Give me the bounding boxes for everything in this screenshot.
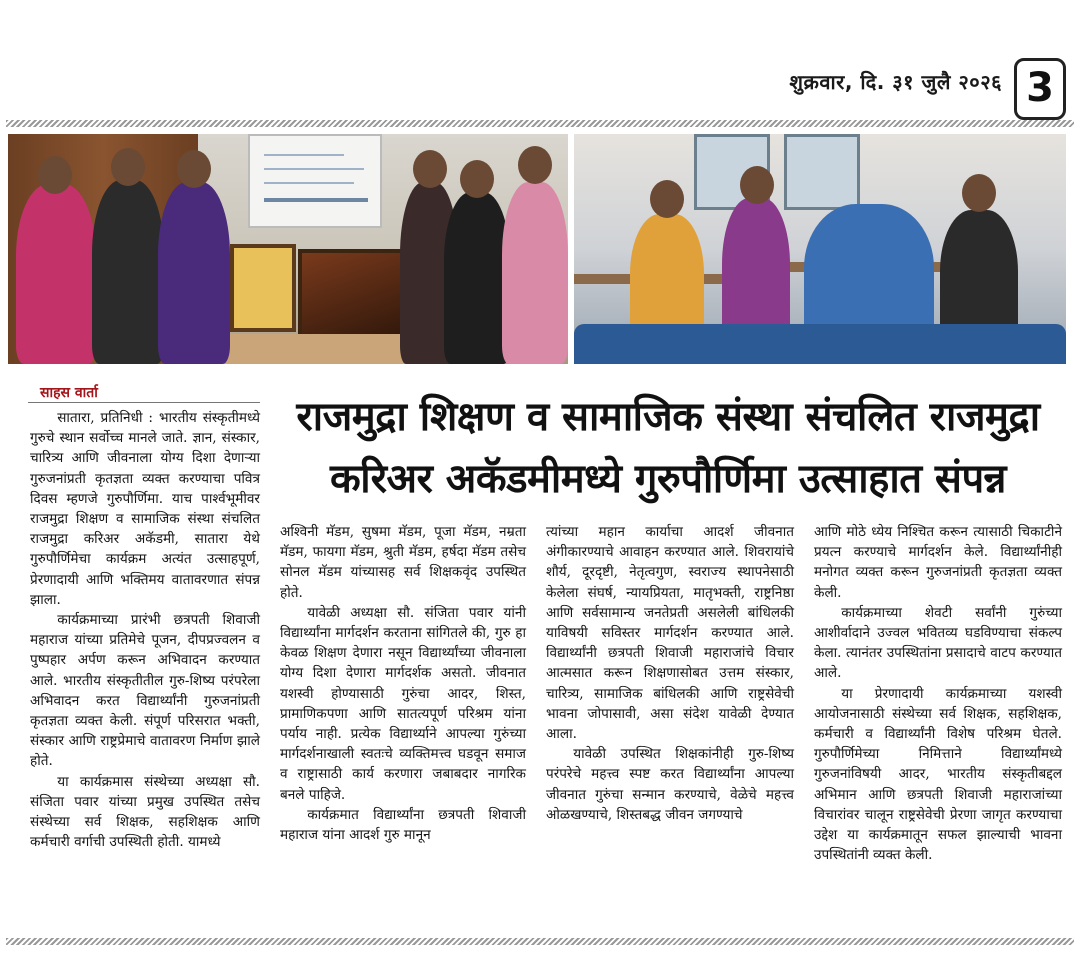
bottom-divider — [6, 938, 1074, 945]
person-5 — [444, 192, 510, 364]
byline: साहस वार्ता — [40, 385, 98, 401]
paragraph: कार्यक्रमात विद्यार्थ्यांना छत्रपती शिवाजी महाराज यांना आदर्श गुरु मानून — [280, 806, 526, 844]
portrait-frame-goddess — [230, 244, 296, 332]
person-6 — [502, 182, 568, 364]
person-1 — [16, 184, 96, 364]
paragraph: यावेळी अध्यक्षा सौ. संजिता पवार यांनी विद्यार्थ्यांना मार्गदर्शन करताना सांगितले की, गुरु हा केवळ शिक्षण देणारा नसून विद्यार्थ्यांच्या जीवनाला योग्य दिशा देणारा मार्गदर्शक असतो. जीवनात यशस्वी होण्यासाठी गुरुंचा आदर, शिस्त, प्रामाणिकपणा आणि सातत्यपूर्ण परिश्रम यांना पर्याय नाही. प्रत्येक विद्यार्थ्याने आपल्या गुरुंच्या मार्गदर्शनाखाली स्वतःचे व्यक्तिमत्त्व घडवून समाज व राष्ट्रासाठी कार्य करणारा जबाबदार नागरिक बनले पाहिजे. — [280, 604, 526, 803]
article-column-3 — [546, 522, 794, 825]
byline-rule — [28, 402, 260, 403]
paragraph: कार्यक्रमाच्या शेवटी सर्वांनी गुरुंच्या आशीर्वादाने उज्वल भवितव्य घडविण्याचा संकल्प केला. त्यानंतर उपस्थितांना प्रसादाचे वाटप करण्यात आले. — [814, 604, 1062, 682]
classroom-photo — [574, 134, 1066, 364]
paragraph: त्यांच्या महान कार्याचा आदर्श जीवनात अंगीकारण्याचे आवाहन करण्यात आले. शिवरायांचे शौर्य, दूरदृष्टी, नेतृत्वगुण, स्वराज्य स्थापनेसाठी केलेला संघर्ष, न्यायप्रियता, मातृभक्ती, राष्ट्रनिष्ठा आणि सर्वसामान्य जनतेप्रती असलेली बांधिलकी याविषयी सविस्तर मार्गदर्शन करण्यात आले. विद्यार्थ्यांनी छत्रपती शिवाजी महाराजांचे विचार आत्मसात करून शिक्षणासोबत उत्तम संस्कार, चारित्र्य, सामाजिक बांधिलकी आणि राष्ट्रसेवेची भावना जोपासावी, असा संदेश यावेळी देण्यात आला. — [546, 524, 794, 743]
paragraph: आणि मोठे ध्येय निश्चित करून त्यासाठी चिकाटीने प्रयत्न करण्याचे मार्गदर्शन केले. विद्यार्थ्यांनीही मनोगत व्यक्त करून गुरुजनांप्रती कृतज्ञता व्यक्त केली. — [814, 524, 1062, 601]
paragraph: या प्रेरणादायी कार्यक्रमाच्या यशस्वी आयोजनासाठी संस्थेच्या सर्व शिक्षक, सहशिक्षक, कर्मचारी व विद्यार्थ्यांनी विशेष परिश्रम घेतले. गुरुपौर्णिमेच्या निमित्ताने विद्यार्थ्यांमध्ये गुरुजनांविषयी आदर, भारतीय संस्कृतीबद्दल अभिमान आणि छत्रपती शिवाजी महाराजांच्या विचारांवर चालून राष्ट्रसेवेची प्रेरणा जागृत करण्याचा उद्देश या कार्यक्रमातून सफल झाल्याची भावना उपस्थितांनी व्यक्त केली. — [814, 685, 1062, 864]
top-divider — [6, 120, 1074, 127]
page-number: 3 — [1014, 58, 1066, 120]
headline-line-1: राजमुद्रा शिक्षण व सामाजिक संस्था संचलित राजमुद्रा — [296, 394, 1040, 440]
portrait-frame-shivaji — [298, 249, 406, 347]
students-front — [574, 324, 1066, 364]
classroom-window — [784, 134, 860, 210]
paragraph: यावेळी उपस्थित शिक्षकांनीही गुरु-शिष्य परंपरेचे महत्त्व स्पष्ट करत विद्यार्थ्यांना आपल्या जीवनात गुरुंचा सन्मान करण्याचे, वेळेचे महत्त्व ओळखण्याचे, शिस्तबद्ध जीवन जगण्याचे — [546, 746, 794, 823]
group-photo — [8, 134, 568, 364]
person-3 — [158, 182, 230, 364]
article-column-4 — [814, 522, 1062, 865]
paragraph: या कार्यक्रमास संस्थेच्या अध्यक्षा सौ. संजिता पवार यांच्या प्रमुख उपस्थित तसेच संस्थेच्या सर्व शिक्षक, सहशिक्षक आणि कर्मचारी वर्गाची उपस्थिती होती. यामध्ये — [30, 773, 260, 851]
article-column-2 — [280, 522, 526, 845]
paragraph: सातारा, प्रतिनिधी : भारतीय संस्कृतीमध्ये गुरुचे स्थान सर्वोच्च मानले जाते. ज्ञान, संस्कार, चारित्र्य आणि जीवनाला योग्य दिशा देणाऱ्या गुरुजनांप्रती कृतज्ञता व्यक्त करण्याचा पवित्र दिवस म्हणजे गुरुपौर्णिमा. याच पार्श्वभूमीवर राजमुद्रा शिक्षण व सामाजिक संस्था संचलित राजमुद्रा करिअर अकॅडमी, सातारा येथे गुरुपौर्णिमेचा कार्यक्रम अत्यंत उत्साहपूर्ण, प्रेरणादायी आणि भक्तिमय वातावरणात संपन्न झाला. — [30, 410, 260, 608]
photo-strip — [8, 134, 1066, 364]
paragraph: अश्विनी मॅडम, सुषमा मॅडम, पूजा मॅडम, नम्रता मॅडम, फायगा मॅडम, श्रुती मॅडम, हर्षदा मॅडम तसेच सोनल मॅडम यांच्यासह सर्व शिक्षकवृंद उपस्थित होते. — [280, 524, 526, 601]
puja-table — [223, 334, 423, 364]
headline-line-2: करिअर अकॅडमीमध्ये गुरुपौर्णिमा उत्साहात संपन्न — [330, 456, 1006, 502]
person-2 — [92, 180, 164, 364]
whiteboard — [248, 134, 382, 228]
issue-date: शुक्रवार, दि. ३१ जुलै २०२६ — [789, 70, 1002, 94]
paragraph: कार्यक्रमाच्या प्रारंभी छत्रपती शिवाजी महाराज यांच्या प्रतिमेचे पूजन, दीपप्रज्वलन व पुष्पहार अर्पण करून अभिवादन करण्यात आले. भारतीय संस्कृतीतील गुरु-शिष्य परंपरेला अभिवादन करत विद्यार्थ्यांनी गुरुजनांप्रती कृतज्ञता व्यक्त केली. संपूर्ण परिसरात भक्ती, संस्कार आणि राष्ट्रप्रेमाचे वातावरण निर्माण झाले होते. — [30, 612, 260, 770]
headline — [268, 386, 1068, 510]
article-column-1 — [30, 408, 260, 852]
